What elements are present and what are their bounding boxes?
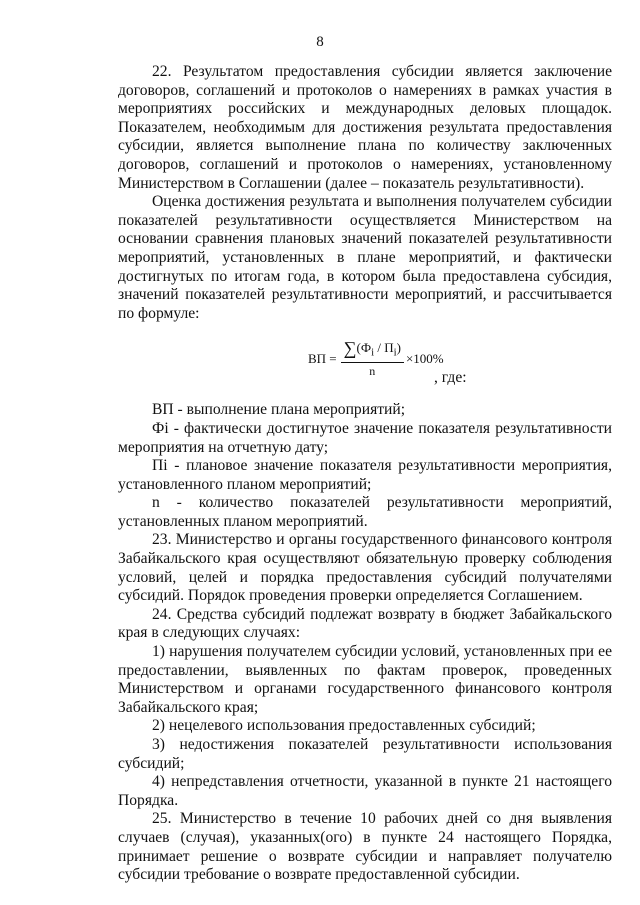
paragraph-evaluation: Оценка достижения результата и выполнения получателем субсидии показателей результативности осуществляется Министерством на основании сравнения плановых значений показателей результативности мероприятий, установленных в плане мероприятий, и фактически достигнутых по итогам года, в котором была предоставлена субсидия, значений показателей результативности мероприятий, и рассчитывается по формуле: — [118, 193, 612, 322]
definition-n: n - количество показателей результативности мероприятий, установленных планом мероприятий. — [118, 494, 612, 530]
formula-denominator: n — [369, 363, 376, 378]
sum-sign: ∑ — [343, 338, 357, 359]
formula — [308, 339, 444, 379]
page-number: 8 — [316, 34, 324, 50]
paragraph-25: 25. Министерство в течение 10 рабочих дней со дня выявления случаев (случая), указанных(ого) в пункте 24 настоящего Порядка, принимает решение о возврате субсидии и направляет получателю субсидии требование о возврате предоставленной субсидии. — [118, 810, 612, 884]
definition-fi: Фi - фактически достигнутое значение показателя результативности мероприятия на отчетную дату; — [118, 419, 612, 456]
formula-lhs: ВП = — [308, 350, 337, 366]
list-item-2: 2) нецелевого использования предоставленных субсидий; — [152, 717, 536, 735]
document-body — [118, 63, 612, 885]
list-item-4: 4) непредставления отчетности, указанной в пункте 21 настоящего Порядка. — [118, 773, 612, 809]
list-item-3: 3) недостижения показателей результативности использования субсидий; — [118, 736, 612, 772]
definition-pi: Пi - плановое значение показателя результативности мероприятия, установленного планом мероприятий; — [118, 457, 612, 493]
paragraph-24: 24. Средства субсидий подлежат возврату в бюджет Забайкальского края в следующих случаях: — [118, 605, 612, 642]
paragraph-22: 22. Результатом предоставления субсидии является заключение договоров, соглашений и протоколов о намерениях в рамках участия в мероприятиях российских и международных деловых площадок. Показателем, необходимым для достижения результата предоставления субсидии, является выполнение плана по количеству заключенных договоров, соглашений и протоколов о намерениях, установленному Министерством в Соглашении (далее – показатель результативности). — [118, 63, 612, 192]
definition-vp: ВП - выполнение плана мероприятий; — [152, 401, 406, 419]
formula-numerator: $\sum(Ф_i / П_i)$ — [341, 339, 404, 363]
formula-fraction — [341, 339, 404, 379]
list-item-1: 1) нарушения получателем субсидии условий, установленных при ее предоставлении, выявленных по фактам проверок, проведенных Министерством и органами государственного финансового контроля Забайкальского края; — [118, 643, 612, 716]
formula-where: , где: — [434, 369, 467, 387]
formula-block — [118, 333, 612, 393]
paragraph-23: 23. Министерство и органы государственного финансового контроля Забайкальского края осуществляют обязательную проверку соблюдения условий, целей и порядка предоставления субсидий получателями субсидий. Порядок проведения проверки определяется Соглашением. — [118, 531, 612, 605]
formula-multiplier: ×100% — [405, 350, 444, 366]
